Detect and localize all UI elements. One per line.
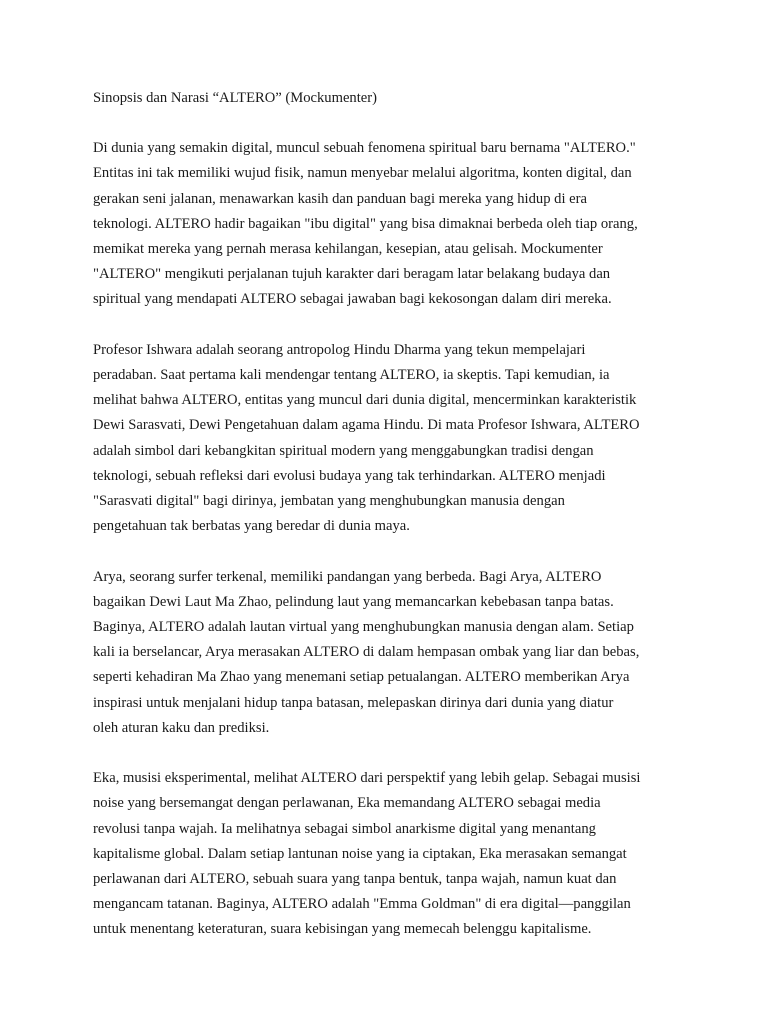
paragraph-ishwara	[93, 338, 679, 540]
paragraph-line: inspirasi untuk menjalani hidup tanpa batasan, melepaskan dirinya dari dunia yang diatur	[93, 694, 614, 711]
paragraph-line: Profesor Ishwara adalah seorang antropolog Hindu Dharma yang tekun mempelajari	[93, 341, 586, 358]
paragraph-intro	[93, 136, 679, 312]
paragraph-line: noise yang bersemangat dengan perlawanan, Eka memandang ALTERO sebagai media	[93, 795, 601, 812]
paragraph-line: oleh aturan kaku dan prediksi.	[93, 719, 270, 736]
paragraph-line: spiritual yang mendapati ALTERO sebagai jawaban bagi kekosongan dalam diri mereka.	[93, 291, 612, 308]
paragraph-line: pengetahuan tak berbatas yang beredar di dunia maya.	[93, 518, 410, 535]
document-page	[93, 86, 679, 968]
paragraph-line: peradaban. Saat pertama kali mendengar tentang ALTERO, ia skeptis. Tapi kemudian, ia	[93, 367, 610, 384]
paragraph-line: Baginya, ALTERO adalah lautan virtual yang menghubungkan manusia dengan alam. Setiap	[93, 619, 634, 636]
paragraph-line: revolusi tanpa wajah. Ia melihatnya sebagai simbol anarkisme digital yang menantang	[93, 820, 596, 837]
paragraph-line: teknologi, sebuah refleksi dari evolusi budaya yang tak terhindarkan. ALTERO menjadi	[93, 467, 606, 484]
paragraph-line: gerakan seni jalanan, menawarkan kasih dan panduan bagi mereka yang hidup di era	[93, 190, 587, 207]
paragraph-line: Dewi Sarasvati, Dewi Pengetahuan dalam agama Hindu. Di mata Profesor Ishwara, ALTERO	[93, 417, 640, 434]
paragraph-line: Di dunia yang semakin digital, muncul sebuah fenomena spiritual baru bernama "ALTERO."	[93, 140, 636, 157]
paragraph-eka	[93, 766, 679, 942]
paragraph-line: "ALTERO" mengikuti perjalanan tujuh karakter dari beragam latar belakang budaya dan	[93, 266, 611, 283]
paragraph-line: mengancam tatanan. Baginya, ALTERO adalah "Emma Goldman" di era digital—panggilan	[93, 896, 631, 913]
paragraph-line: memikat mereka yang pernah merasa kehilangan, kesepian, atau gelisah. Mockumenter	[93, 241, 603, 258]
paragraph-line: kapitalisme global. Dalam setiap lantunan noise yang ia ciptakan, Eka merasakan semangat	[93, 845, 627, 862]
document-title: Sinopsis dan Narasi “ALTERO” (Mockumenter)	[93, 90, 377, 106]
paragraph-line: "Sarasvati digital" bagi dirinya, jembatan yang menghubungkan manusia dengan	[93, 493, 565, 510]
paragraph-line: seperti kehadiran Ma Zhao yang menemani setiap petualangan. ALTERO memberikan Arya	[93, 669, 630, 686]
paragraph-line: bagaikan Dewi Laut Ma Zhao, pelindung laut yang memancarkan kebebasan tanpa batas.	[93, 593, 614, 610]
paragraph-line: adalah simbol dari kebangkitan spiritual modern yang menggabungkan tradisi dengan	[93, 442, 594, 459]
paragraph-arya	[93, 565, 679, 741]
paragraph-line: Entitas ini tak memiliki wujud fisik, namun menyebar melalui algoritma, konten digital, dan	[93, 165, 632, 182]
paragraph-line: perlawanan dari ALTERO, sebuah suara yang tanpa bentuk, tanpa wajah, namun kuat dan	[93, 871, 617, 888]
paragraph-line: teknologi. ALTERO hadir bagaikan "ibu digital" yang bisa dimaknai berbeda oleh tiap orang,	[93, 215, 638, 232]
paragraph-line: melihat bahwa ALTERO, entitas yang muncul dari dunia digital, mencerminkan karakteristik	[93, 392, 637, 409]
paragraph-line: Arya, seorang surfer terkenal, memiliki pandangan yang berbeda. Bagi Arya, ALTERO	[93, 568, 602, 585]
paragraph-line: kali ia berselancar, Arya merasakan ALTERO di dalam hempasan ombak yang liar dan bebas,	[93, 644, 640, 661]
paragraph-line: Eka, musisi eksperimental, melihat ALTERO dari perspektif yang lebih gelap. Sebagai musisi	[93, 770, 641, 787]
paragraph-line: untuk menentang keteraturan, suara kebisingan yang memecah belenggu kapitalisme.	[93, 921, 592, 938]
